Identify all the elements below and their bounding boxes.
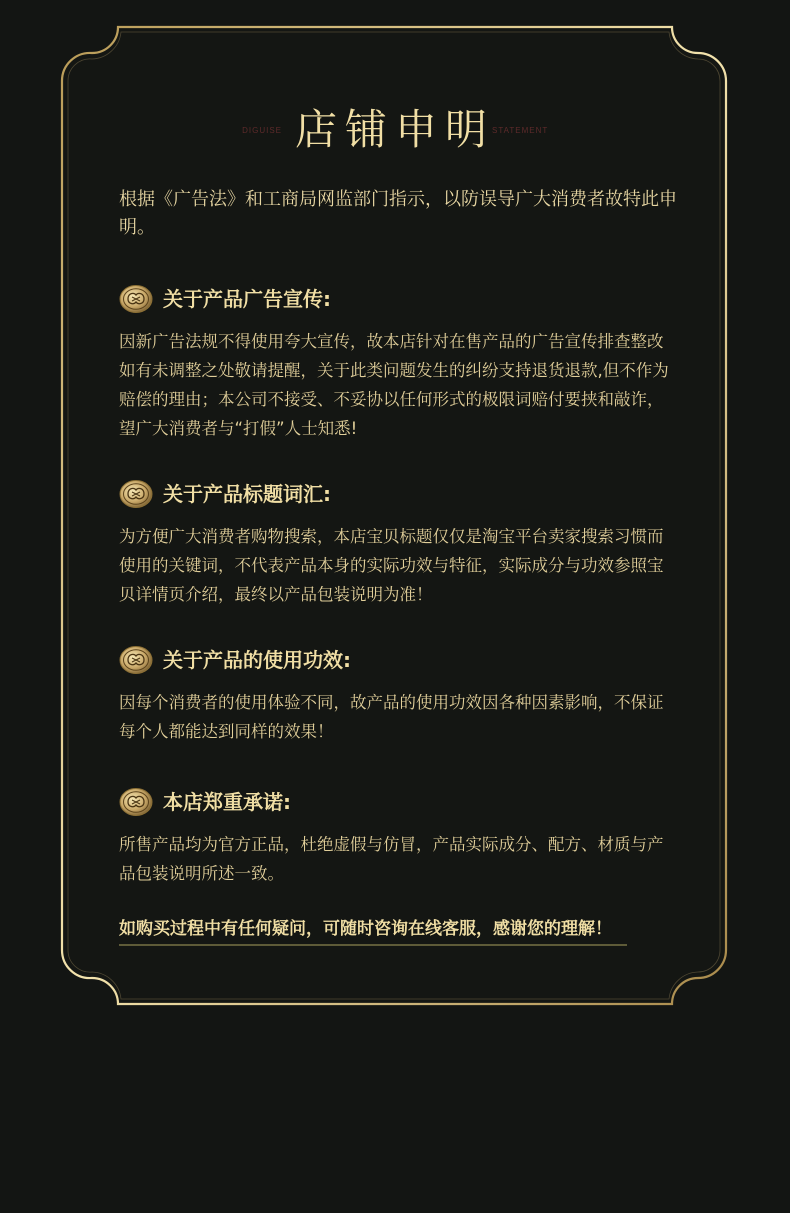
gold-coin-emblem-icon (119, 645, 153, 675)
section-advertising (119, 283, 679, 443)
notice-underline (119, 944, 627, 946)
gold-coin-emblem-icon (119, 787, 153, 817)
title-decoration-right: STATEMENT (492, 126, 549, 135)
section-body: 因新广告法规不得使用夸大宣传，故本店针对在售产品的广告宣传排查整改如有未调整之处敬请提醒，关于此类问题发生的纠纷支持退货退款,但不作为赔偿的理由；本公司不接受、不妥协以任何形式的极限词赔付要挟和敲诈，望广大消费者与“打假”人士知悉! (119, 332, 669, 438)
section-efficacy (119, 644, 679, 746)
gold-coin-emblem-icon (119, 284, 153, 314)
section-header (119, 786, 679, 822)
title-row (0, 98, 790, 162)
title-decoration-left: DIGUISE (242, 126, 282, 135)
section-title: 本店郑重承诺: (163, 790, 291, 814)
page-title: 店铺申明 (294, 105, 495, 154)
intro-text: 根据《广告法》和工商局网监部门指示，以防误导广大消费者故特此申明。 (119, 189, 677, 238)
section-body: 为方便广大消费者购物搜索，本店宝贝标题仅仅是淘宝平台卖家搜索习惯而使用的关键词，不代表产品本身的实际功效与特征，实际成分与功效参照宝贝详情页介绍，最终以产品包装说明为准！ (119, 527, 664, 604)
section-promise (119, 786, 679, 888)
section-body: 因每个消费者的使用体验不同，故产品的使用功效因各种因素影响，不保证每个人都能达到同样的效果！ (119, 693, 664, 741)
section-header (119, 478, 679, 514)
section-header (119, 644, 679, 680)
section-header (119, 283, 679, 319)
customer-service-notice: 如购买过程中有任何疑问，可随时咨询在线客服，感谢您的理解！ (119, 919, 612, 939)
section-title-keywords (119, 478, 679, 609)
section-body: 所售产品均为官方正品，杜绝虚假与仿冒，产品实际成分、配方、材质与产品包装说明所述一致。 (119, 835, 664, 883)
section-title: 关于产品标题词汇: (163, 482, 331, 506)
gold-coin-emblem-icon (119, 479, 153, 509)
section-title: 关于产品广告宣传: (163, 287, 331, 311)
section-title: 关于产品的使用功效: (163, 648, 351, 672)
